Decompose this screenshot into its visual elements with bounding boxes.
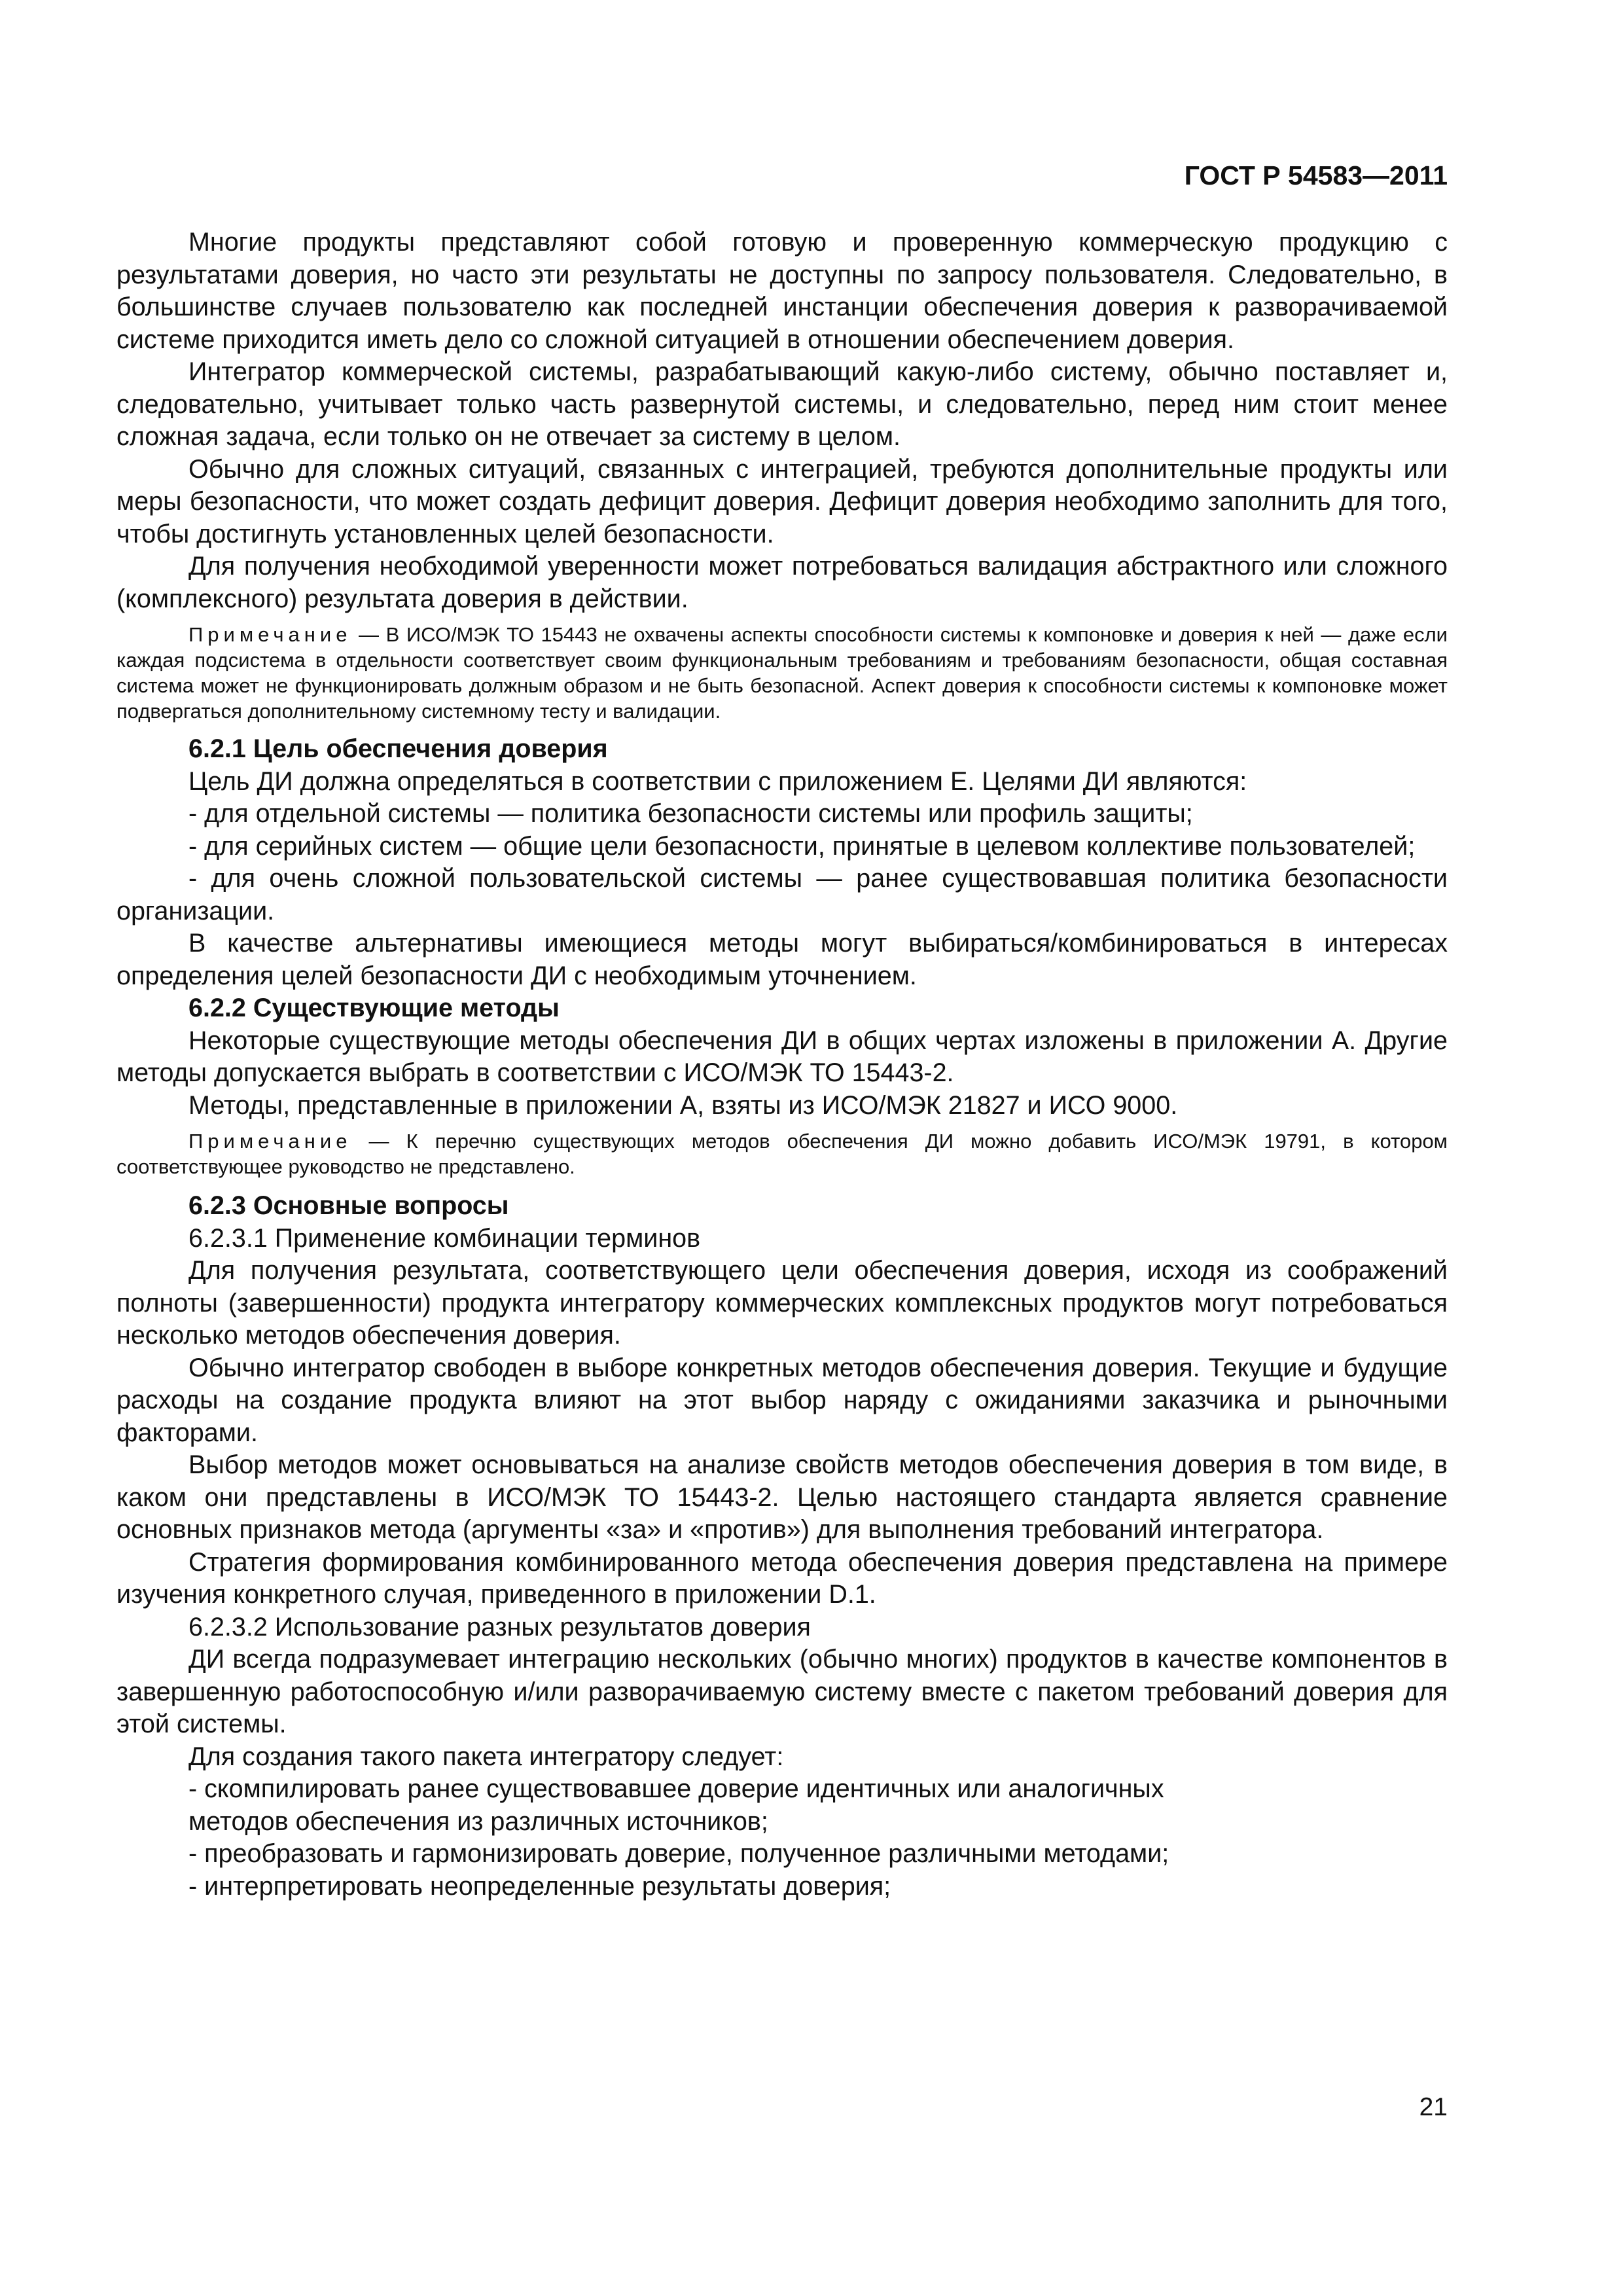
paragraph: Многие продукты представляют собой готовую и проверенную коммерческую продукцию с результатами доверия, но часто эти результаты не доступны по запросу пользователя. Следовательно, в большинстве случаев пользователю как последней инстанции обеспечения доверия к разворачиваемой системе приходится иметь дело со сложной ситуацией в отношении обеспечением доверия. <box>116 228 1448 354</box>
note-text: — К перечню существующих методов обеспечения ДИ можно добавить ИСО/МЭК 19791, в котором соответствующее руководство не представлено. <box>116 1130 1448 1178</box>
list-item: - интерпретировать неопределенные результаты доверия; <box>188 1871 891 1901</box>
section-heading-6-2-2: 6.2.2 Существующие методы <box>188 994 560 1022</box>
note-text: — В ИСО/МЭК ТО 15443 не охвачены аспекты способности системы к компоновке и доверия к ней — даже если каждая подсистема в отдельности соответствует своим функциональным требованиям и требованиям безопасности, общая составная система может не функционировать должным образом и не быть безопасной. Аспект доверия к способности системы к компоновке может подвергаться дополнительному системному тесту и валидации. <box>116 623 1448 723</box>
list-item: - для очень сложной пользовательской системы — ранее существовавшая политика безопасности организации. <box>116 864 1448 925</box>
paragraph: Некоторые существующие методы обеспечения ДИ в общих чертах изложены в приложении А. Другие методы допускается выбрать в соответствии с ИСО/МЭК ТО 15443-2. <box>116 1026 1448 1087</box>
list-item: - для отдельной системы — политика безопасности системы или профиль защиты; <box>188 799 1193 828</box>
paragraph: В качестве альтернативы имеющиеся методы могут выбираться/комбинироваться в интересах определения целей безопасности ДИ с необходимым уточнением. <box>116 929 1448 990</box>
paragraph: Стратегия формирования комбинированного метода обеспечения доверия представлена на примере изучения конкретного случая, приведенного в приложении D.1. <box>116 1547 1448 1609</box>
list-item: - скомпилировать ранее существовавшее доверие идентичных или аналогичных <box>188 1774 1164 1803</box>
section-heading-6-2-3: 6.2.3 Основные вопросы <box>188 1191 509 1220</box>
paragraph: Методы, представленные в приложении А, взяты из ИСО/МЭК 21827 и ИСО 9000. <box>188 1090 1178 1120</box>
document-id-header: ГОСТ Р 54583—2011 <box>1184 160 1448 190</box>
page-number: 21 <box>1419 2093 1448 2121</box>
paragraph: Для получения необходимой уверенности может потребоваться валидация абстрактного или сложного (комплексного) результата доверия в действии. <box>116 552 1448 613</box>
list-item: - для серийных систем — общие цели безопасности, принятые в целевом коллективе пользователей; <box>188 831 1416 861</box>
paragraph: Обычно интегратор свободен в выборе конкретных методов обеспечения доверия. Текущие и будущие расходы на создание продукта влияют на этот выбор наряду с ожиданиями заказчика и рыночными факторами. <box>116 1353 1448 1447</box>
paragraph: Обычно для сложных ситуаций, связанных с интеграцией, требуются дополнительные продукты или меры безопасности, что может создать дефицит доверия. Дефицит доверия необходимо заполнить для того, чтобы достигнуть установленных целей безопасности. <box>116 454 1448 548</box>
paragraph: ДИ всегда подразумевает интеграцию нескольких (обычно многих) продуктов в качестве компонентов в завершенную работоспособную и/или разворачиваемую систему вместе с пакетом требований доверия для этой системы. <box>116 1645 1448 1738</box>
page-content <box>116 226 1448 1903</box>
section-heading-6-2-1: 6.2.1 Цель обеспечения доверия <box>188 734 608 763</box>
note-block <box>116 1128 1448 1179</box>
list-item: методов обеспечения из различных источников; <box>188 1806 768 1836</box>
paragraph: Интегратор коммерческой системы, разрабатывающий какую-либо систему, обычно поставляет и, следовательно, учитывает только часть развернутой системы, и следовательно, перед ним стоит менее сложная задача, если только он не отвечает за систему в целом. <box>116 357 1448 451</box>
note-label: Примечание <box>188 1130 352 1153</box>
list-item: - преобразовать и гармонизировать доверие, полученное различными методами; <box>188 1839 1169 1868</box>
note-label: Примечание <box>188 623 352 646</box>
paragraph: Выбор методов может основываться на анализе свойств методов обеспечения доверия в том виде, в каком они представлены в ИСО/МЭК ТО 15443-2. Целью настоящего стандарта является сравнение основных признаков метода (аргументы «за» и «против») для выполнения требований интегратора. <box>116 1450 1448 1544</box>
paragraph: Для получения результата, соответствующего цели обеспечения доверия, исходя из соображений полноты (завершенности) продукта интегратору коммерческих комплексных продуктов могут потребоваться несколько методов обеспечения доверия. <box>116 1256 1448 1350</box>
paragraph: Цель ДИ должна определяться в соответствии с приложением Е. Целями ДИ являются: <box>188 766 1247 796</box>
paragraph: Для создания такого пакета интегратору следует: <box>188 1742 784 1771</box>
document-page <box>116 0 1448 2296</box>
note-block <box>116 622 1448 724</box>
subsection-heading-6-2-3-1: 6.2.3.1 Применение комбинации терминов <box>188 1223 701 1253</box>
subsection-heading-6-2-3-2: 6.2.3.2 Использование разных результатов доверия <box>188 1612 811 1641</box>
